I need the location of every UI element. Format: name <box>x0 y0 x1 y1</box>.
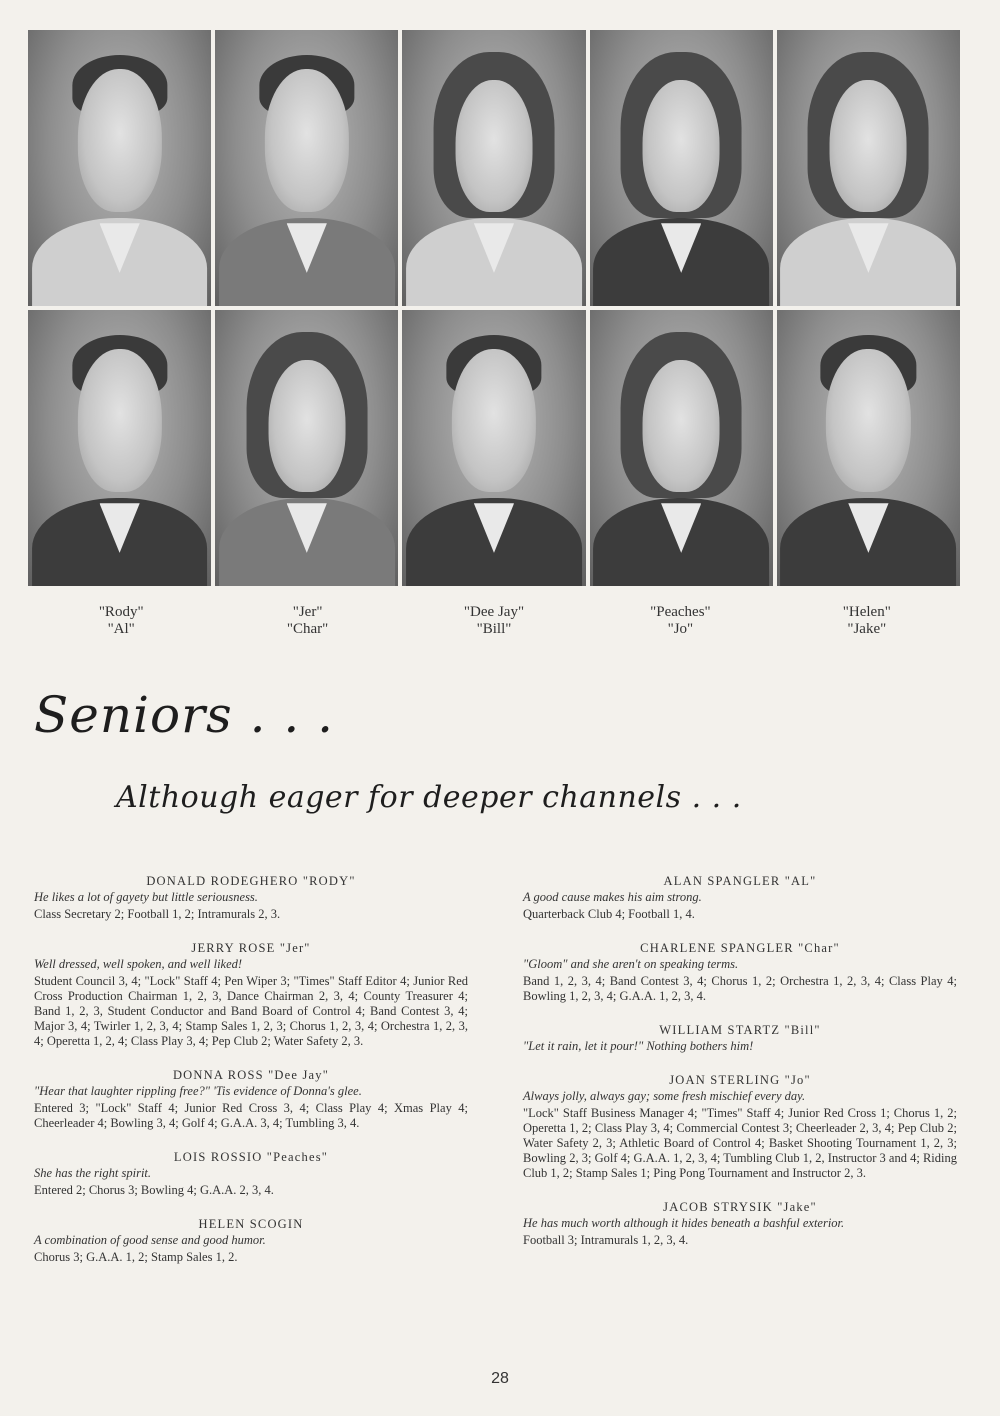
caption-bottom: "Al" <box>107 621 135 637</box>
senior-portrait <box>590 310 773 586</box>
caption-top: "Helen" <box>842 604 891 620</box>
senior-name: DONALD RODEGHERO "RODY" <box>146 874 356 888</box>
senior-entry <box>523 1073 957 1181</box>
senior-portrait <box>215 30 398 306</box>
senior-activities: Chorus 3; G.A.A. 1, 2; Stamp Sales 1, 2. <box>34 1250 238 1264</box>
portrait-head <box>265 69 349 213</box>
senior-name: WILLIAM STARTZ "Bill" <box>659 1023 821 1037</box>
senior-portrait <box>402 30 585 306</box>
caption-top: "Jer" <box>292 604 323 620</box>
nickname-captions <box>28 604 960 638</box>
senior-entry <box>34 874 468 922</box>
caption-top: "Rody" <box>98 604 144 620</box>
senior-quote: Well dressed, well spoken, and well liked! <box>34 957 243 971</box>
senior-entry <box>34 1217 468 1265</box>
senior-activities: Entered 3; "Lock" Staff 4; Junior Red Cross 3, 4; Class Play 4; Xmas Play 4; Cheerleader 4; Bowling 3, 4; Golf 4; G.A.A. 3, 4; Tumbling 3, 4. <box>34 1101 468 1130</box>
portrait-head <box>456 80 533 212</box>
portrait-head <box>826 349 910 493</box>
caption-bottom: "Jake" <box>847 621 887 637</box>
caption-column-5 <box>774 604 960 638</box>
senior-name: ALAN SPANGLER "AL" <box>663 874 817 888</box>
right-biography-column <box>523 874 957 1267</box>
senior-quote: "Let it rain, let it pour!" Nothing bothers him! <box>523 1039 754 1053</box>
left-biography-column <box>34 874 468 1284</box>
senior-portrait <box>28 310 211 586</box>
senior-quote: A good cause makes his aim strong. <box>523 890 702 904</box>
senior-portrait <box>777 310 960 586</box>
caption-bottom: "Bill" <box>476 621 512 637</box>
senior-name: JACOB STRYSIK "Jake" <box>663 1200 817 1214</box>
portrait-head <box>643 80 720 212</box>
senior-entry <box>34 1150 468 1198</box>
portrait-head <box>830 80 907 212</box>
senior-quote: She has the right spirit. <box>34 1166 152 1180</box>
senior-name: CHARLENE SPANGLER "Char" <box>640 941 840 955</box>
senior-activities: Student Council 3, 4; "Lock" Staff 4; Pen Wiper 3; "Times" Staff Editor 4; Junior Red Cross Production Chairman 1, 2, 3, Dance Chairman 2, 3, 4; County Treasurer 4; Band 1, 2, 3, Student Conductor and Band Board of Control 4; Band Contest 3, 4; Major 3, 4; Twirler 1, 2, 3, 4; Stamp Sales 1, 2, 3; Chorus 1, 2, 3, 4; Orchestra 1, 2, 3, 4; Operetta 1, 2, 4; Class Play 3, 4; Pep Club 2; Water Safety 2, 3. <box>34 974 468 1048</box>
senior-quote: He likes a lot of gayety but little seriousness. <box>34 890 258 904</box>
senior-entry <box>523 874 957 922</box>
senior-entry <box>34 1068 468 1131</box>
portrait-head <box>268 360 345 492</box>
portrait-head <box>77 349 161 493</box>
caption-bottom: "Char" <box>286 621 329 637</box>
senior-activities: Band 1, 2, 3, 4; Band Contest 3, 4; Chorus 1, 2; Orchestra 1, 2, 3, 4; Class Play 4; Bowling 1, 2, 3, 4; G.A.A. 1, 2, 3, 4. <box>523 974 957 1003</box>
caption-column-1 <box>28 604 214 638</box>
senior-name: HELEN SCOGIN <box>198 1217 304 1231</box>
senior-entry <box>523 941 957 1004</box>
portrait-head <box>77 69 161 213</box>
page-subtitle: Although eager for deeper channels . . . <box>116 780 742 815</box>
portrait-grid <box>28 30 960 586</box>
senior-activities: "Lock" Staff Business Manager 4; "Times" Staff 4; Junior Red Cross 1; Chorus 1, 2; Operetta 1, 2; Class Play 3, 4; Commercial Contest 3; Cheerleader 2, 3, 4; Pep Club 2; Water Safety 2, 3; Athletic Board of Control 4; Basket Shooting Tournament 1, 2, 3; Bowling 2, 3; Golf 4; G.A.A. 1, 2, 3, 4; Tumbling Club 1, 2, Instructor 3 and 4; Riding Club 1, 2; Stamp Sales 1; Ping Pong Tournament and Instructor 2, 3. <box>523 1106 957 1180</box>
page-number: 28 <box>491 1370 509 1387</box>
senior-portrait <box>402 310 585 586</box>
page-title: Seniors . . . <box>34 686 335 744</box>
senior-name: DONNA ROSS "Dee Jay" <box>172 1068 330 1082</box>
senior-entry <box>523 1023 957 1054</box>
senior-name: JOAN STERLING "Jo" <box>669 1073 811 1087</box>
portrait-head <box>643 360 720 492</box>
caption-bottom: "Jo" <box>667 621 694 637</box>
senior-activities: Quarterback Club 4; Football 1, 4. <box>523 907 695 921</box>
senior-portrait <box>28 30 211 306</box>
caption-column-4 <box>587 604 773 638</box>
senior-activities: Football 3; Intramurals 1, 2, 3, 4. <box>523 1233 689 1247</box>
caption-top: "Peaches" <box>650 604 711 620</box>
senior-quote: Always jolly, always gay; some fresh mischief every day. <box>523 1089 806 1103</box>
caption-column-2 <box>214 604 400 638</box>
senior-quote: "Gloom" and she aren't on speaking terms. <box>523 957 739 971</box>
senior-activities: Entered 2; Chorus 3; Bowling 4; G.A.A. 2, 3, 4. <box>34 1183 274 1197</box>
senior-activities: Class Secretary 2; Football 1, 2; Intramurals 2, 3. <box>34 907 281 921</box>
caption-top: "Dee Jay" <box>463 604 525 620</box>
senior-portrait <box>590 30 773 306</box>
senior-quote: He has much worth although it hides beneath a bashful exterior. <box>523 1216 845 1230</box>
portrait-head <box>452 349 536 493</box>
senior-portrait <box>215 310 398 586</box>
senior-name: LOIS ROSSIO "Peaches" <box>173 1150 329 1164</box>
senior-quote: "Hear that laughter rippling free?" 'Tis evidence of Donna's glee. <box>34 1084 362 1098</box>
senior-quote: A combination of good sense and good humor. <box>34 1233 266 1247</box>
senior-name: JERRY ROSE "Jer" <box>191 941 311 955</box>
caption-column-3 <box>401 604 587 638</box>
senior-entry <box>34 941 468 1049</box>
senior-portrait <box>777 30 960 306</box>
senior-entry <box>523 1200 957 1248</box>
